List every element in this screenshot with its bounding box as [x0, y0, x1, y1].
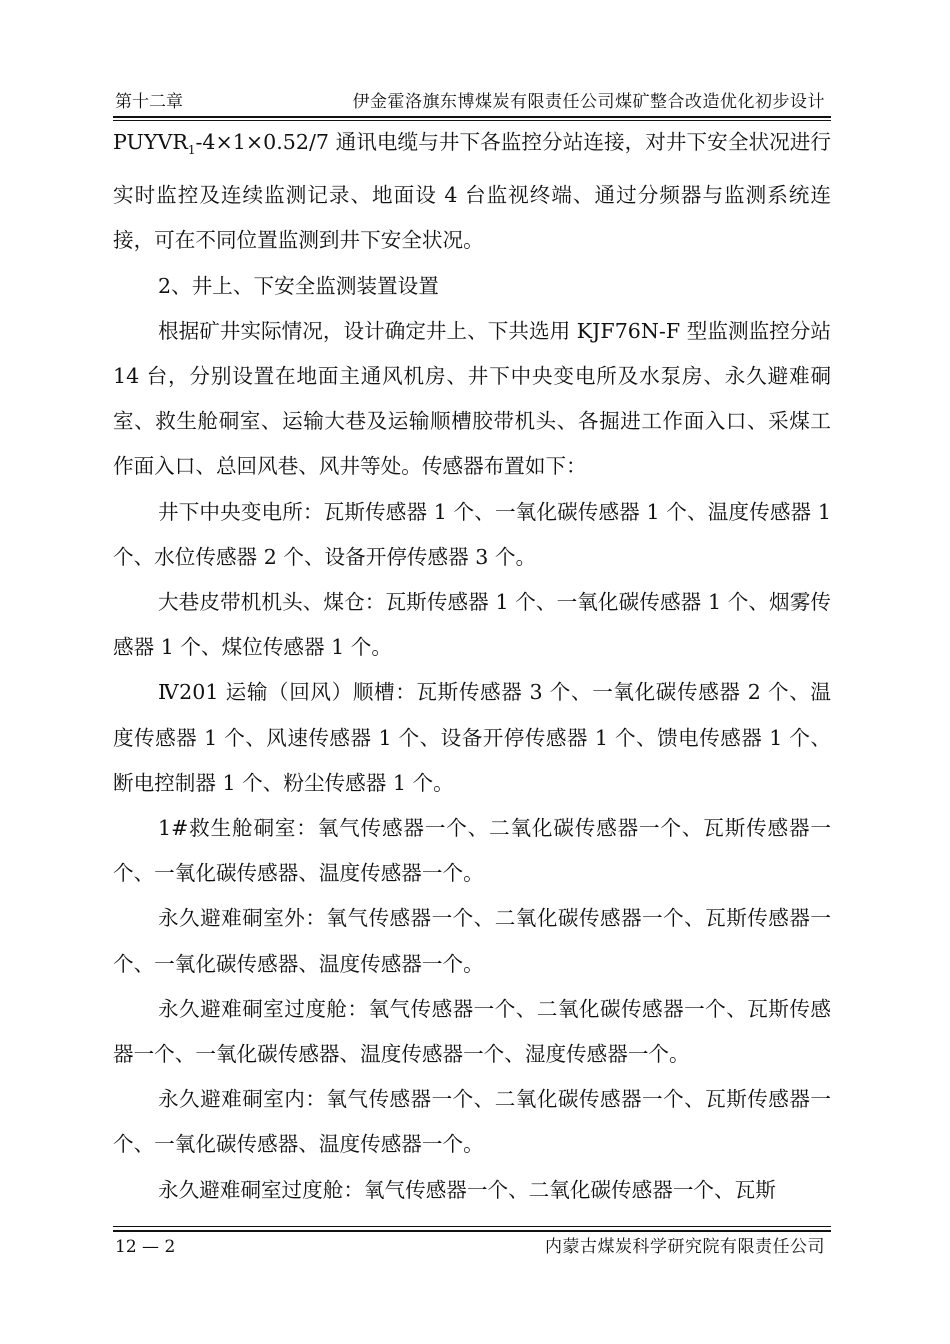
page-number: 12 — 2 [115, 1237, 176, 1257]
body-text [113, 120, 831, 1213]
paragraph-belt-head: 大巷皮带机机头、煤仓：瓦斯传感器 1 个、一氧化碳传感器 1 个、烟雾传感器 1 个、煤位传感器 1 个。 [113, 590, 831, 660]
paragraph-transport-gateway: Ⅳ201 运输（回风）顺槽：瓦斯传感器 3 个、一氧化碳传感器 2 个、温度传感器 1 个、风速传感器 1 个、设备开停传感器 1 个、馈电传感器 1 个、断电控制器 1 个、粉尘传感器 1 个。 [113, 680, 831, 795]
paragraph-rescue-capsule: 1#救生舱硐室：氧气传感器一个、二氧化碳传感器一个、瓦斯传感器一个、一氧化碳传感器、温度传感器一个。 [113, 816, 831, 886]
paragraph-refuge-transition: 永久避难硐室过度舱：氧气传感器一个、二氧化碳传感器一个、瓦斯传感器一个、一氧化碳传感器、温度传感器一个、湿度传感器一个。 [113, 996, 831, 1067]
paragraph-refuge-outside: 永久避难硐室外：氧气传感器一个、二氧化碳传感器一个、瓦斯传感器一个、一氧化碳传感器、温度传感器一个。 [113, 906, 831, 976]
paragraph-refuge-transition-2: 永久避难硐室过度舱：氧气传感器一个、二氧化碳传感器一个、瓦斯 [158, 1177, 776, 1202]
footer-rule [113, 1230, 831, 1232]
paragraph-cable-connection: $PUYVR_1-4\times 1\times 0.52/7$ 通讯电缆与井下各监控分站连接，对井下安全状况进行实时监控及连续监测记录、地面设 4 台监视终端、通过分频器与监测系统连接，可在不同位置监测到井下安全状况。 [113, 130, 831, 253]
chapter-label: 第十二章 [115, 92, 183, 112]
section-heading: 2、井上、下安全监测装置设置 [158, 273, 439, 298]
paragraph-central-substation: 井下中央变电所：瓦斯传感器 1 个、一氧化碳传感器 1 个、温度传感器 1 个、水位传感器 2 个、设备开停传感器 3 个。 [113, 499, 831, 569]
paragraph-refuge-inside: 永久避难硐室内：氧气传感器一个、二氧化碳传感器一个、瓦斯传感器一个、一氧化碳传感器、温度传感器一个。 [113, 1087, 831, 1157]
organization-name: 内蒙古煤炭科学研究院有限责任公司 [545, 1237, 825, 1257]
document-title: 伊金霍洛旗东博煤炭有限责任公司煤矿整合改造优化初步设计 [352, 92, 825, 112]
footer-rule-thin [113, 1226, 831, 1227]
header-rule [113, 116, 831, 118]
page-header [113, 86, 831, 114]
paragraph-substations: 根据矿井实际情况，设计确定井上、下共选用 KJF76N-F 型监测监控分站 14 台，分别设置在地面主通风机房、井下中央变电所及水泵房、永久避难硐室、救生舱硐室、运输大巷及运输顺槽胶带机头、各掘进工作面入口、采煤工作面入口、总回风巷、风井等处。传感器布置如下： [113, 318, 831, 479]
subscript: 1 [187, 143, 196, 157]
page-footer [113, 1234, 831, 1260]
